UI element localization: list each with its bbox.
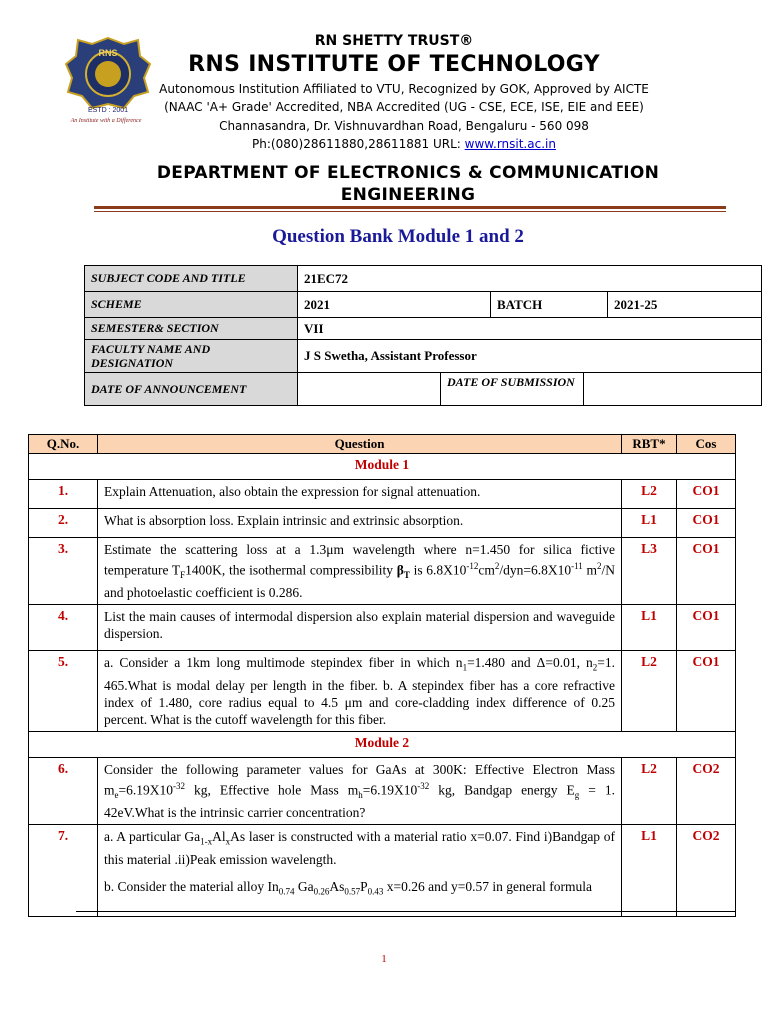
logo-text: RNS <box>98 48 118 58</box>
table-row <box>29 825 736 917</box>
header-cos: Cos <box>677 435 736 454</box>
subject-label: SUBJECT CODE AND TITLE <box>85 266 298 292</box>
text-part: Ga <box>294 878 314 894</box>
question-number: 4. <box>29 605 98 651</box>
text-part: =6.19X10 <box>362 782 418 798</box>
faculty-label: FACULTY NAME AND DESIGNATION <box>85 340 298 373</box>
module-row <box>29 454 736 480</box>
superscript: -11 <box>571 561 583 571</box>
question-text <box>98 757 622 824</box>
question-number: 1. <box>29 480 98 509</box>
submission-label: DATE OF SUBMISSION <box>441 373 584 405</box>
announcement-label: DATE OF ANNOUNCEMENT <box>85 373 298 406</box>
module-1-heading: Module 1 <box>29 454 736 480</box>
text-part: kg, Effective hole Mass m <box>185 782 359 798</box>
subscript: h <box>358 790 363 801</box>
subscript: 2 <box>592 662 598 673</box>
accreditation-line: (NAAC 'A+ Grade' Accredited, NBA Accredited (UG - CSE, ECE, ISE, EIE and EEE) <box>164 100 644 114</box>
table-row <box>29 651 736 732</box>
text-part: P <box>360 878 368 894</box>
text-part: =0.01, n <box>545 655 593 671</box>
announcement-date-field[interactable] <box>298 373 441 405</box>
text-part: Estimate the scattering loss at a 1.3μm wavelength where n=1.450 for silica fictive temperature T <box>104 542 615 578</box>
header-divider-thin <box>94 211 726 212</box>
table-row <box>29 757 736 824</box>
module-2-heading: Module 2 <box>29 731 736 757</box>
course-outcome: CO1 <box>677 509 736 538</box>
scheme-value: 2021 <box>298 292 491 318</box>
subscript: x <box>225 836 231 847</box>
footer-divider <box>76 911 736 912</box>
rbt-level: L1 <box>622 509 677 538</box>
question-text: What is absorption loss. Explain intrinsic and extrinsic absorption. <box>98 509 622 538</box>
institute-name: RNS INSTITUTE OF TECHNOLOGY <box>188 52 600 77</box>
website-link[interactable]: www.rnsit.ac.in <box>464 137 556 151</box>
text-part: cm <box>478 562 495 578</box>
trust-name: RN SHETTY TRUST® <box>314 33 474 49</box>
text-part: As laser is constructed with a material ratio x=0.07. Find i)Bandgap of this material .ii)Peak emission wavelength. <box>104 829 615 867</box>
course-outcome: CO2 <box>677 757 736 824</box>
department-line-1: DEPARTMENT OF ELECTRONICS & COMMUNICATION <box>156 163 660 183</box>
table-row <box>29 605 736 651</box>
subscript: 1 <box>462 662 468 673</box>
address-line: Channasandra, Dr. Vishnuvardhan Road, Bengaluru - 560 098 <box>219 119 589 133</box>
course-outcome: CO1 <box>677 538 736 605</box>
beta-symbol: β <box>396 562 404 578</box>
subscript: 0.74 <box>278 886 295 897</box>
text-part: a. A particular Ga <box>104 829 201 845</box>
superscript: 2 <box>597 561 602 571</box>
question-table <box>28 434 736 917</box>
text-part: /N and photoelastic coefficient is 0.286. <box>104 562 615 601</box>
question-number: 2. <box>29 509 98 538</box>
subscript: 1-x <box>200 836 213 847</box>
text-part: =1.480 and <box>467 655 537 671</box>
document-title: Question Bank Module 1 and 2 <box>272 226 524 247</box>
course-outcome: CO2 <box>677 825 736 917</box>
course-outcome: CO1 <box>677 605 736 651</box>
affiliation-line: Autonomous Institution Affiliated to VTU, Recognized by GOK, Approved by AICTE <box>159 82 649 96</box>
batch-value: 2021-25 <box>608 292 762 318</box>
text-part: b. Consider the material alloy In <box>104 878 279 894</box>
subscript: 0.26 <box>313 886 330 897</box>
header-question: Question <box>98 435 622 454</box>
table-row <box>29 480 736 509</box>
text-part: 1400K, the isothermal compressibility <box>185 562 397 578</box>
text-part: =1. 465.What is modal delay per length in the fiber. b. A stepindex fiber has a core refractive index of 1.480, core radius equal to 4.5 μm and core-cladding index difference of 0.25 percent. What is the cutoff wavelength for this fiber. <box>104 655 615 727</box>
subscript: e <box>114 790 119 801</box>
logo-estd: ESTD : 2001 <box>87 107 129 114</box>
delta-symbol: Δ <box>536 655 546 671</box>
text-part: As <box>329 878 345 894</box>
question-part-a <box>104 828 615 868</box>
date-cells <box>298 373 762 406</box>
rbt-level: L2 <box>622 651 677 732</box>
superscript: -32 <box>173 780 186 791</box>
text-part: x=0.26 and y=0.57 in general formula <box>383 878 593 894</box>
rbt-level: L1 <box>622 825 677 917</box>
text-part: is 6.8X10 <box>409 562 467 578</box>
superscript: -12 <box>466 561 479 571</box>
question-number: 5. <box>29 651 98 732</box>
text-part: kg, Bandgap energy E <box>429 782 575 798</box>
question-part-b <box>104 878 615 901</box>
semester-label: SEMESTER& SECTION <box>85 318 298 340</box>
page-number: 1 <box>381 953 387 965</box>
text-part: Al <box>212 829 226 845</box>
text-part: = 1. 42eV.What is the intrinsic carrier concentration? <box>104 782 615 821</box>
course-outcome: CO1 <box>677 480 736 509</box>
table-row <box>29 538 736 605</box>
rbt-level: L2 <box>622 480 677 509</box>
department-line-2: ENGINEERING <box>340 185 476 205</box>
question-number: 6. <box>29 757 98 824</box>
course-info-table <box>84 265 762 406</box>
question-text <box>98 825 622 917</box>
question-number: 3. <box>29 538 98 605</box>
batch-label: BATCH <box>491 292 608 318</box>
superscript: -32 <box>417 780 430 791</box>
header-divider <box>94 206 726 209</box>
text-part: m <box>582 562 597 578</box>
question-text <box>98 538 622 605</box>
subscript: T <box>403 570 410 581</box>
rbt-level: L2 <box>622 757 677 824</box>
semester-value: VII <box>298 318 762 340</box>
submission-date-field[interactable] <box>584 373 762 405</box>
table-header-row <box>29 435 736 454</box>
table-row <box>29 509 736 538</box>
department-name <box>24 162 768 206</box>
scheme-label: SCHEME <box>85 292 298 318</box>
date-subtable <box>298 373 761 405</box>
header-qno: Q.No. <box>29 435 98 454</box>
text-part: /dyn=6.8X10 <box>499 562 572 578</box>
subscript: F <box>180 570 186 581</box>
subscript: g <box>574 790 580 801</box>
question-text: List the main causes of intermodal dispersion also explain material dispersion and waveguide dispersion. <box>98 605 622 651</box>
text-part: =6.19X10 <box>118 782 174 798</box>
subject-value: 21EC72 <box>298 266 762 292</box>
text-part: Consider the following parameter values for GaAs at 300K: Effective Electron Mass m <box>104 761 615 798</box>
rbt-level: L3 <box>622 538 677 605</box>
question-number: 7. <box>29 825 98 917</box>
text-part: a. Consider a 1km long multimode stepindex fiber in which n <box>104 655 463 671</box>
course-outcome: CO1 <box>677 651 736 732</box>
question-text <box>98 651 622 732</box>
module-row <box>29 731 736 757</box>
contact-line <box>20 137 768 151</box>
subscript: 0.57 <box>344 886 361 897</box>
logo-tagline: An Institute with a Difference <box>70 118 142 124</box>
subscript: 0.43 <box>367 886 384 897</box>
rbt-level: L1 <box>622 605 677 651</box>
faculty-value: J S Swetha, Assistant Professor <box>298 340 762 373</box>
superscript: 2 <box>494 561 500 571</box>
question-text: Explain Attenuation, also obtain the expression for signal attenuation. <box>98 480 622 509</box>
phone-text: Ph:(080)28611880,28611881 URL: <box>252 137 465 151</box>
header-rbt: RBT* <box>622 435 677 454</box>
